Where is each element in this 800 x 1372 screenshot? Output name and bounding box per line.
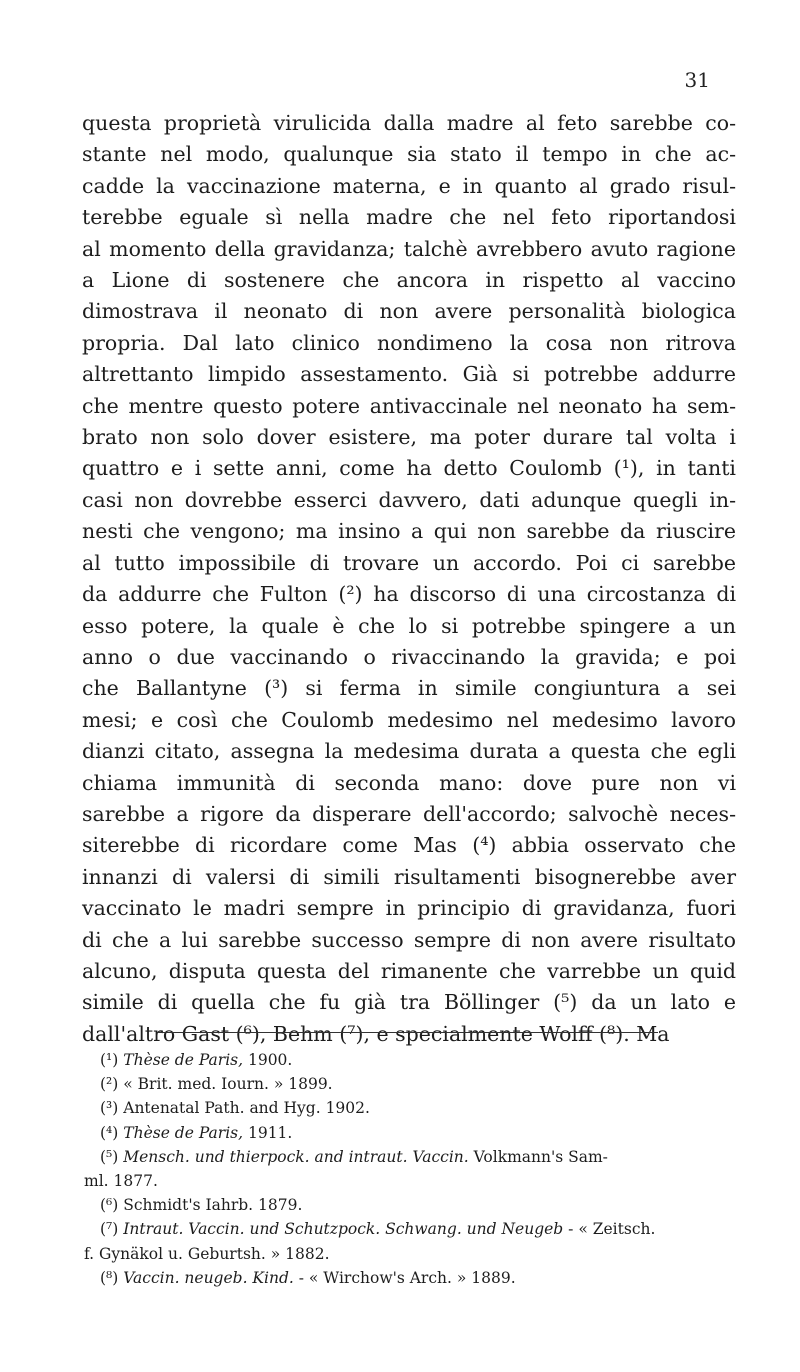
text-line: al momento della gravidanza; talchè avrebbero avuto ragione bbox=[82, 236, 736, 261]
text-line: mesi; e così che Coulomb medesimo nel medesimo lavoro bbox=[82, 707, 736, 732]
footnote-marker: (⁵) bbox=[100, 1147, 119, 1166]
footnote-8 bbox=[100, 1266, 740, 1290]
text-line: esso potere, la quale è che lo si potrebbe spingere a un bbox=[82, 613, 736, 638]
text-line: sarebbe a rigore da disperare dell'accordo; salvochè neces- bbox=[82, 801, 736, 826]
footnote-marker: (⁷) bbox=[100, 1220, 119, 1239]
text-line: chiama immunità di seconda mano: dove pure non vi bbox=[82, 770, 736, 795]
footnote-marker: (⁶) bbox=[100, 1196, 119, 1215]
footnote-2 bbox=[100, 1072, 740, 1096]
text-line: propria. Dal lato clinico nondimeno la cosa non ritrova bbox=[82, 330, 736, 355]
text-line: di che a lui sarebbe successo sempre di non avere risultato bbox=[82, 927, 736, 952]
text-line: questa proprietà virulicida dalla madre al feto sarebbe co- bbox=[82, 111, 736, 135]
text-line: da addurre che Fulton (²) ha discorso di una circostanza di bbox=[82, 582, 736, 607]
text-line: dall'altro Gast (⁶), Behm (⁷), e specialmente Wolff (⁸). Ma bbox=[82, 1021, 670, 1046]
main-text bbox=[82, 108, 736, 1050]
text-line: simile di quella che fu già tra Böllinger (⁵) da un lato e bbox=[82, 990, 736, 1015]
text-line: stante nel modo, qualunque sia stato il tempo in che ac- bbox=[82, 142, 736, 167]
text-line: dimostrava il neonato di non avere personalità biologica bbox=[82, 299, 736, 324]
text-line: brato non solo dover esistere, ma poter durare tal volta i bbox=[82, 425, 736, 450]
footnote-1 bbox=[100, 1048, 740, 1072]
footnote-divider bbox=[158, 1032, 658, 1033]
text-line: altrettanto limpido assestamento. Già si potrebbe addurre bbox=[82, 362, 736, 387]
text-line: nesti che vengono; ma insino a qui non sarebbe da riuscire bbox=[82, 519, 736, 544]
footnote-5-continuation: ml. 1877. bbox=[84, 1172, 158, 1191]
footnote-title: Intraut. Vaccin. und Schutzpock. Schwang. und Neugeb bbox=[123, 1220, 564, 1239]
footnote-marker: (¹) bbox=[100, 1051, 119, 1069]
footnote-title: Thèse de Paris, bbox=[123, 1123, 244, 1142]
text-line: siterebbe di ricordare come Mas (⁴) abbia osservato che bbox=[82, 833, 736, 858]
footnotes bbox=[84, 1048, 740, 1290]
footnote-title: Mensch. und thierpock. and intraut. Vaccin. bbox=[123, 1147, 469, 1166]
text-line: che mentre questo potere antivaccinale nel neonato ha sem- bbox=[82, 393, 736, 418]
page-number: 31 bbox=[684, 68, 710, 92]
footnote-text: 1900. bbox=[243, 1051, 293, 1069]
text-line: casi non dovrebbe esserci davvero, dati adunque quegli in- bbox=[82, 487, 736, 512]
footnote-text: Schmidt's Iahrb. 1879. bbox=[123, 1196, 303, 1215]
footnote-3 bbox=[100, 1096, 740, 1120]
footnote-text: - « Wirchow's Arch. » 1889. bbox=[293, 1268, 516, 1287]
footnote-text: Antenatal Path. and Hyg. 1902. bbox=[123, 1099, 370, 1118]
text-line: a Lione di sostenere che ancora in rispetto al vaccino bbox=[82, 268, 736, 293]
text-line: che Ballantyne (³) si ferma in simile congiuntura a sei bbox=[82, 676, 736, 701]
text-line: al tutto impossibile di trovare un accordo. Poi ci sarebbe bbox=[82, 550, 736, 575]
footnote-title: Thèse de Paris, bbox=[123, 1051, 244, 1069]
text-line: terebbe eguale sì nella madre che nel feto riportandosi bbox=[82, 205, 736, 230]
footnote-5 bbox=[100, 1145, 740, 1169]
footnote-text: - « Zeitsch. bbox=[563, 1220, 656, 1239]
footnote-text: Volkmann's Sam- bbox=[468, 1147, 608, 1166]
text-line: dianzi citato, assegna la medesima durata a questa che egli bbox=[82, 739, 736, 764]
footnote-marker: (³) bbox=[100, 1099, 119, 1118]
footnote-marker: (⁴) bbox=[100, 1123, 119, 1142]
footnote-text: 1911. bbox=[243, 1123, 293, 1142]
footnote-7-continuation: f. Gynäkol u. Geburtsh. » 1882. bbox=[84, 1244, 330, 1263]
footnote-marker: (⁸) bbox=[100, 1268, 119, 1287]
text-line: cadde la vaccinazione materna, e in quanto al grado risul- bbox=[82, 173, 736, 198]
footnote-title: Vaccin. neugeb. Kind. bbox=[123, 1268, 294, 1287]
text-line: anno o due vaccinando o rivaccinando la gravida; e poi bbox=[82, 644, 736, 669]
text-line: quattro e i sette anni, come ha detto Coulomb (¹), in tanti bbox=[82, 456, 736, 481]
footnote-6 bbox=[100, 1193, 740, 1217]
text-line: alcuno, disputa questa del rimanente che varrebbe un quid bbox=[82, 958, 736, 983]
text-line: innanzi di valersi di simili risultamenti bisognerebbe aver bbox=[82, 864, 736, 889]
footnote-7 bbox=[100, 1217, 740, 1241]
footnote-marker: (²) bbox=[100, 1075, 119, 1094]
footnote-4 bbox=[100, 1121, 740, 1145]
footnote-text: « Brit. med. Iourn. » 1899. bbox=[123, 1075, 333, 1094]
text-line: vaccinato le madri sempre in principio di gravidanza, fuori bbox=[82, 896, 736, 921]
